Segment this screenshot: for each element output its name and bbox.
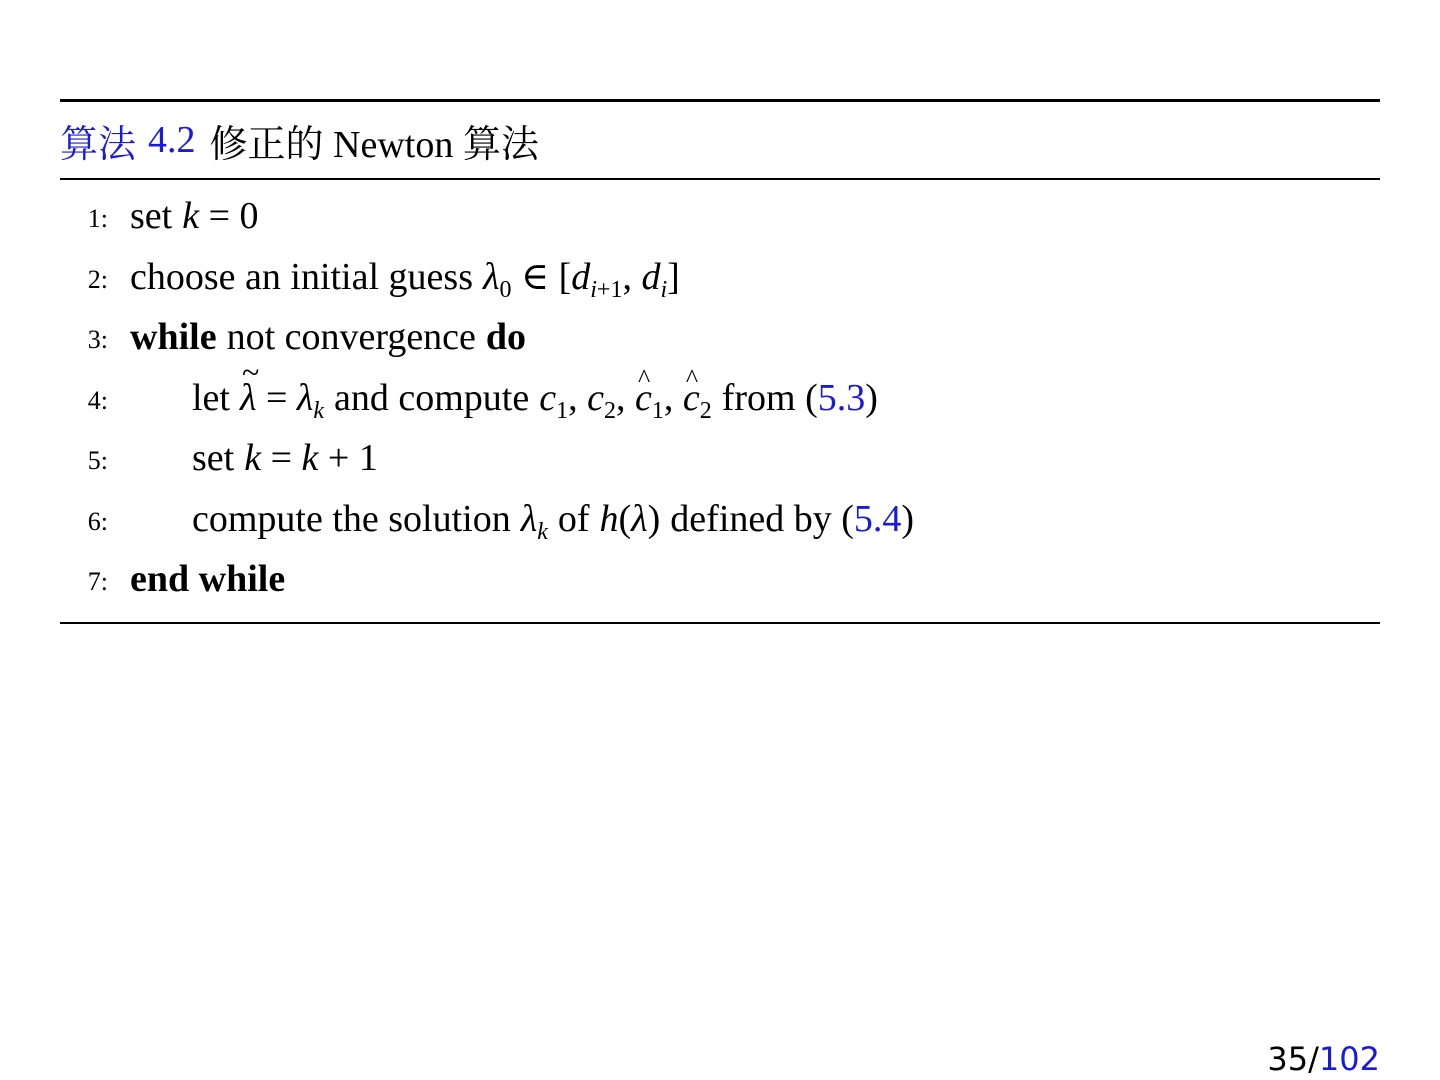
algorithm-title: 修正的 Newton 算法 — [209, 123, 539, 166]
equation-ref-link[interactable]: 5.4 — [853, 497, 902, 540]
algorithm-line — [60, 489, 1380, 550]
line-text: ) — [865, 376, 878, 419]
line-text: not convergence — [226, 316, 476, 359]
page-counter — [1267, 1040, 1380, 1078]
math-h-lambda: h(λ) — [599, 497, 661, 540]
algorithm-label: 算法 — [60, 123, 137, 166]
algorithm-number[interactable]: 4.2 — [148, 119, 196, 161]
math-lambda-k: $\lambda_k$ — [520, 497, 548, 545]
line-text: set — [130, 195, 173, 238]
line-text: let — [192, 376, 230, 419]
keyword-do: do — [485, 316, 527, 359]
line-text: from ( — [721, 376, 818, 419]
line-text: compute the solution — [192, 497, 511, 540]
page-current: 35 — [1267, 1040, 1309, 1078]
algorithm-lines — [60, 180, 1380, 610]
algorithm-line — [60, 549, 1380, 610]
equation-ref-link[interactable]: 5.3 — [817, 376, 866, 419]
line-number: 3: — [87, 325, 108, 355]
line-text: ) — [901, 497, 915, 540]
algorithm-block — [60, 99, 1380, 624]
line-number: 6: — [87, 506, 108, 536]
line-number: 1: — [87, 204, 108, 234]
line-number: 4: — [87, 385, 108, 415]
math-k-increment: k = k + 1 — [244, 437, 378, 480]
math-coefficients: $c_1$, $c_2$, ^ $c_1$, ^ $c_2$ — [539, 376, 712, 420]
line-number: 2: — [87, 264, 108, 294]
math-lambda-tilde: ~ $\lambda = \lambda_k$ — [240, 376, 324, 420]
page-total-link[interactable]: 102 — [1318, 1040, 1380, 1078]
algorithm-line — [60, 428, 1380, 489]
page-separator: / — [1308, 1040, 1319, 1078]
line-text: set — [192, 437, 235, 480]
line-text: defined by ( — [670, 497, 854, 540]
line-text: of — [557, 497, 590, 540]
bottom-rule — [60, 622, 1380, 624]
math-k-equals-0: k = 0 — [182, 195, 259, 238]
line-text: choose an initial guess — [130, 255, 473, 298]
line-text: and compute — [334, 376, 530, 419]
line-number: 5: — [87, 446, 108, 476]
math-initial-interval: $\lambda_0$ ∈ [$d_{i+1}$, $d_i$] — [482, 256, 680, 304]
algorithm-line — [60, 247, 1380, 308]
algorithm-line — [60, 186, 1380, 247]
line-number: 7: — [87, 567, 108, 597]
keyword-end-while: end while — [130, 558, 286, 601]
algorithm-caption — [60, 102, 1380, 178]
keyword-while: while — [130, 316, 217, 359]
algorithm-line — [60, 368, 1380, 429]
